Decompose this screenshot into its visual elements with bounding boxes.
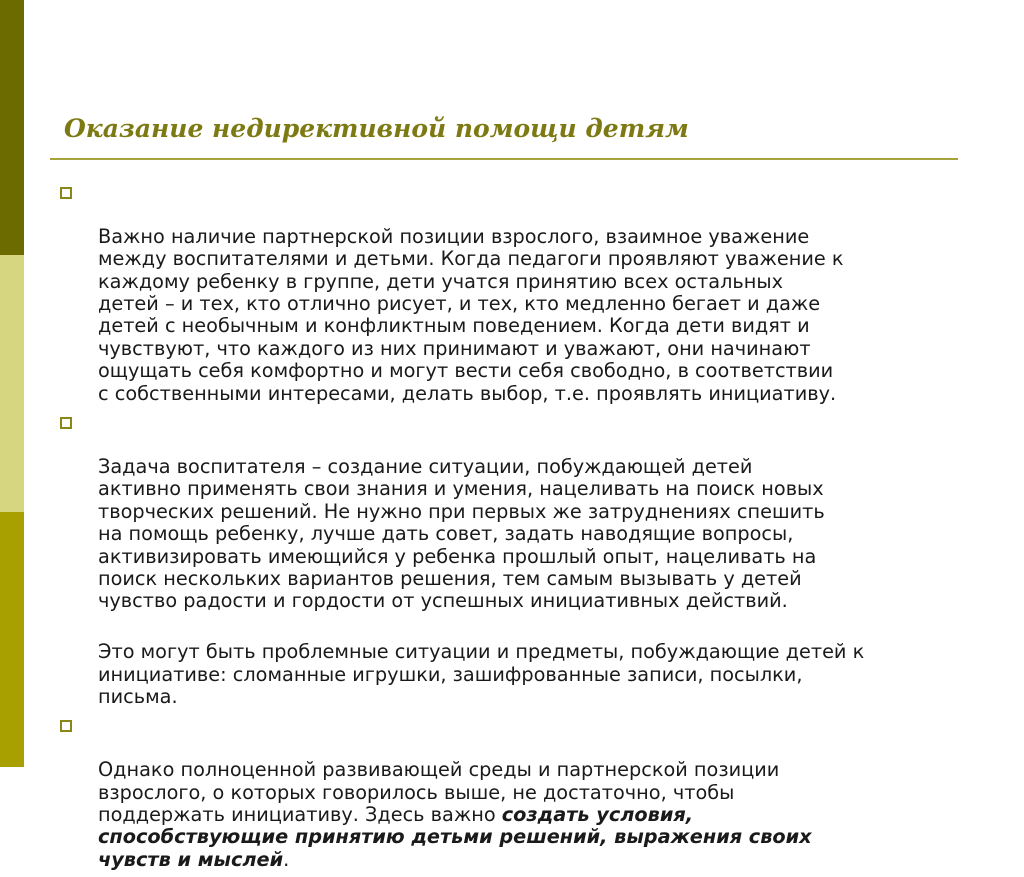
square-bullet-icon <box>60 417 72 429</box>
paragraph-text: Это могут быть проблемные ситуации и предметы, побуждающие детей к инициативе: сломанные игрушки, зашифрованные записи, посылки, письма. <box>98 640 865 708</box>
slide-title: Оказание недирективной помощи детям <box>64 114 689 143</box>
title-underline <box>50 158 958 160</box>
bullet-paragraph-3 <box>0 714 1024 871</box>
paragraph-text: Важно наличие партнерской позиции взрослого, взаимное уважение между воспитателями и детьми. Когда педагоги проявляют уважение к каждому ребенку в группе, дети учатся принятию всех остальных детей – и тех, кто отлично рисует, и тех, кто медленно бегает и даже детей с необычным и конфликтным поведением. Когда дети видят и чувствуют, что каждого из них принимают и уважают, они начинают ощущать себя комфортно и могут вести себя свободно, в соответствии с собственными интересами, делать выбор, т.е. проявлять инициативу. <box>98 224 844 405</box>
paragraph-text: Однако полноценной развивающей среды и партнерской позиции взрослого, о которых говорилось выше, не достаточно, чтобы поддержать инициативу. Здесь важно <box>98 758 780 826</box>
slide-body <box>0 181 1024 877</box>
paragraph-text: Задача воспитателя – создание ситуации, побуждающей детей активно применять свои знания и умения, нацеливать на поиск новых творческих решений. Не нужно при первых же затруднениях спешить на помощь ребенку, лучше дать совет, задать наводящие вопросы, активизировать имеющийся у ребенка прошлый опыт, нацеливать на поиск нескольких вариантов решения, тем самым вызывать у детей чувство радости и гордости от успешных инициативных действий. <box>98 454 825 613</box>
plain-paragraph <box>0 619 1024 709</box>
square-bullet-icon <box>60 187 72 199</box>
emphasized-text: создать условия, способствующие принятию детьми решений, выражения своих чувств и мыслей <box>98 802 812 871</box>
bullet-paragraph-2 <box>0 411 1024 613</box>
paragraph-tail: . <box>283 847 290 871</box>
bullet-paragraph-1 <box>0 181 1024 405</box>
square-bullet-icon <box>60 720 72 732</box>
